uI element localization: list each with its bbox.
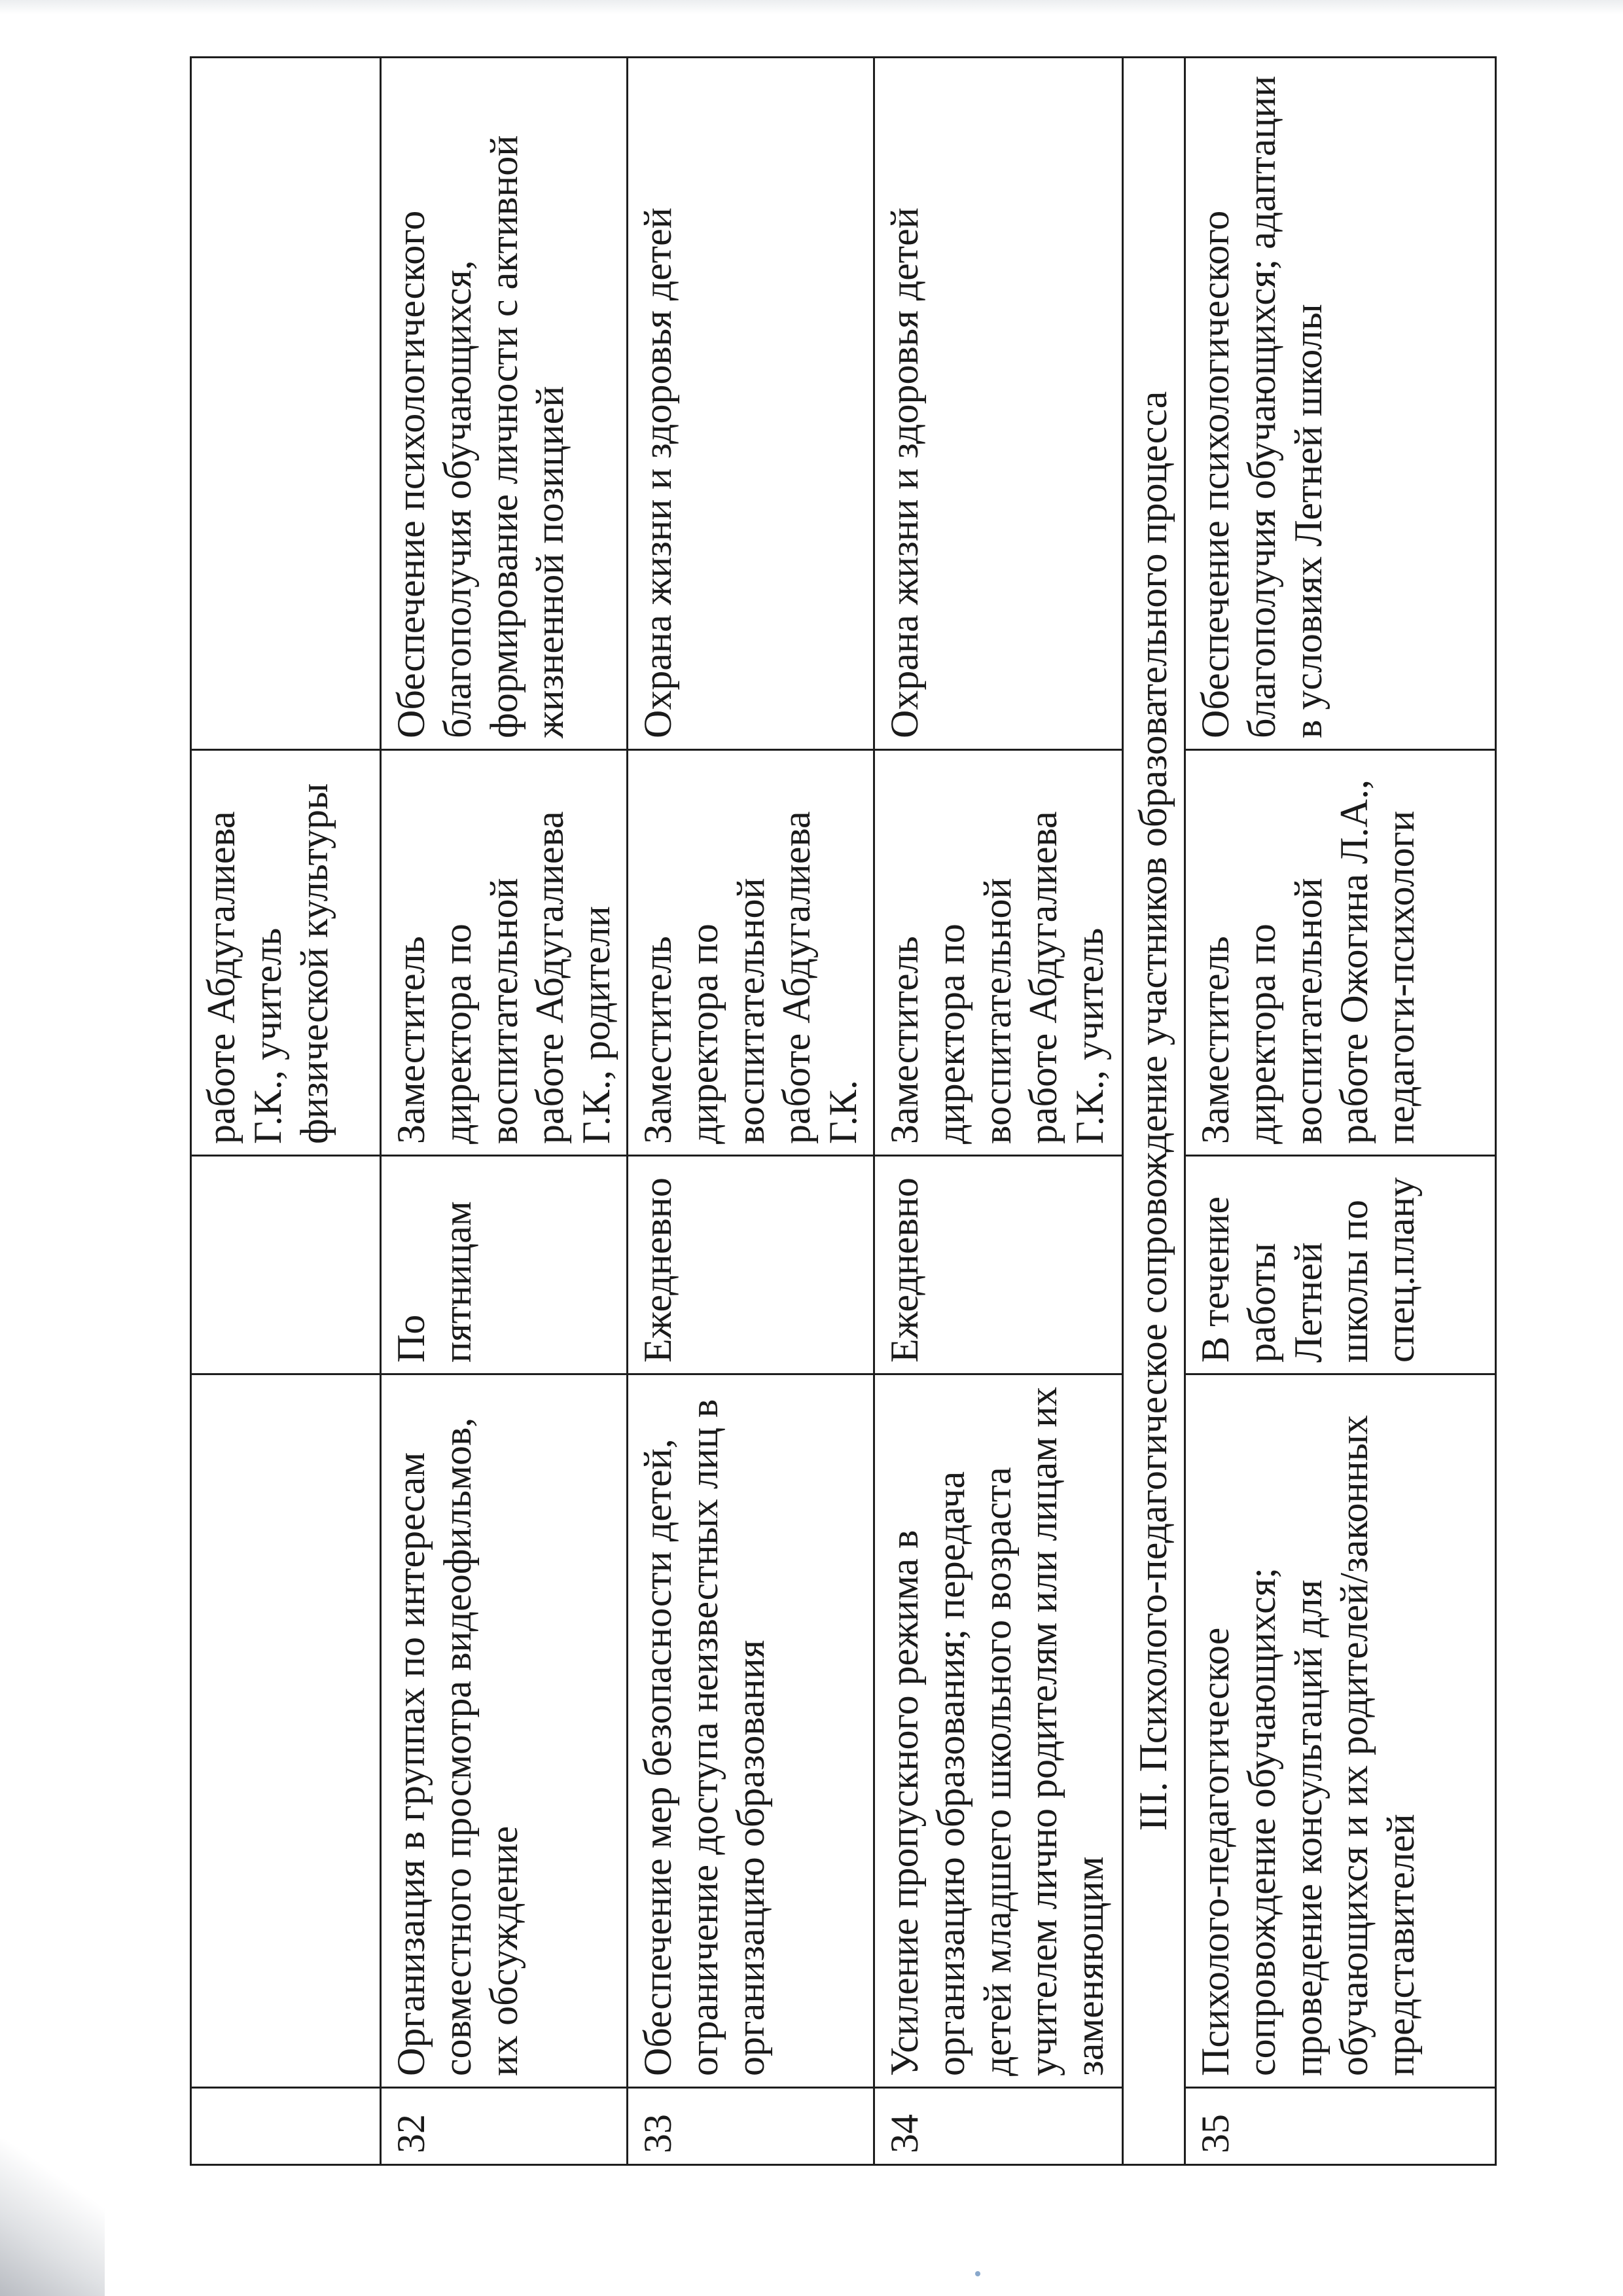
period-cell: Ежедневно [627, 1156, 874, 1374]
result-cell: Охрана жизни и здоровья детей [874, 58, 1122, 750]
table-row [381, 58, 628, 2165]
period-cell: В течение работы Летней школы по спец.плану [1185, 1156, 1495, 1374]
activity-cell: Усиление пропускного режима в организацию образования; передача детей младшего школьного возраста учителем лично родителям или лицам их заменяющим [874, 1374, 1122, 2088]
activity-plan-table [190, 56, 1497, 2166]
activity-cell: Психолого-педагогическое сопровождение обучающихся; проведение консультаций для обучающихся и их родителей/законных представителей [1185, 1374, 1495, 2088]
scan-top-edge [0, 0, 1623, 14]
period-cell: Ежедневно [874, 1156, 1122, 1374]
table-row-continuation [191, 58, 381, 2165]
responsible-cell: Заместитель директора по воспитательной работе Абдугалиева Г.К., учитель [874, 750, 1122, 1156]
scan-corner-shadow [0, 2139, 105, 2296]
responsible-cell: Заместитель директора по воспитательной работе Ожогина Л.А., педагоги-психологи [1185, 750, 1495, 1156]
activity-cell: Организация в группах по интересам совместного просмотра видеофильмов, их обсуждение [381, 1374, 628, 2088]
row-number [191, 2088, 381, 2165]
result-cell: Обеспечение психологического благополучия обучающихся; адаптации в условиях Летней школы [1185, 58, 1495, 750]
scan-speck [975, 2271, 980, 2276]
responsible-cell: Заместитель директора по воспитательной работе Абдугалиева Г.К., родители [381, 750, 628, 1156]
row-number: 34 [874, 2088, 1122, 2165]
table-row [1185, 58, 1495, 2165]
activity-cell: Обеспечение мер безопасности детей, ограничение доступа неизвестных лиц в организацию образования [627, 1374, 874, 2088]
result-cell [191, 58, 381, 750]
responsible-cell: работе Абдугалиева Г.К., учитель физической культуры [191, 750, 381, 1156]
section-title: III. Психолого-педагогическое сопровождение участников образовательного процесса [1122, 58, 1185, 2165]
activity-cell [191, 1374, 381, 2088]
result-cell: Охрана жизни и здоровья детей [627, 58, 874, 750]
responsible-cell: Заместитель директора по воспитательной работе Абдугалиева Г.К. [627, 750, 874, 1156]
row-number: 35 [1185, 2088, 1495, 2165]
period-cell: По пятницам [381, 1156, 628, 1374]
table-row [627, 58, 874, 2165]
section-row [1122, 58, 1185, 2165]
table-row [874, 58, 1122, 2165]
period-cell [191, 1156, 381, 1374]
row-number: 33 [627, 2088, 874, 2165]
result-cell: Обеспечение психологического благополучия обучающихся, формирование личности с активной жизненной позицией [381, 58, 628, 750]
row-number: 32 [381, 2088, 628, 2165]
rotated-page-content [190, 58, 1433, 2166]
